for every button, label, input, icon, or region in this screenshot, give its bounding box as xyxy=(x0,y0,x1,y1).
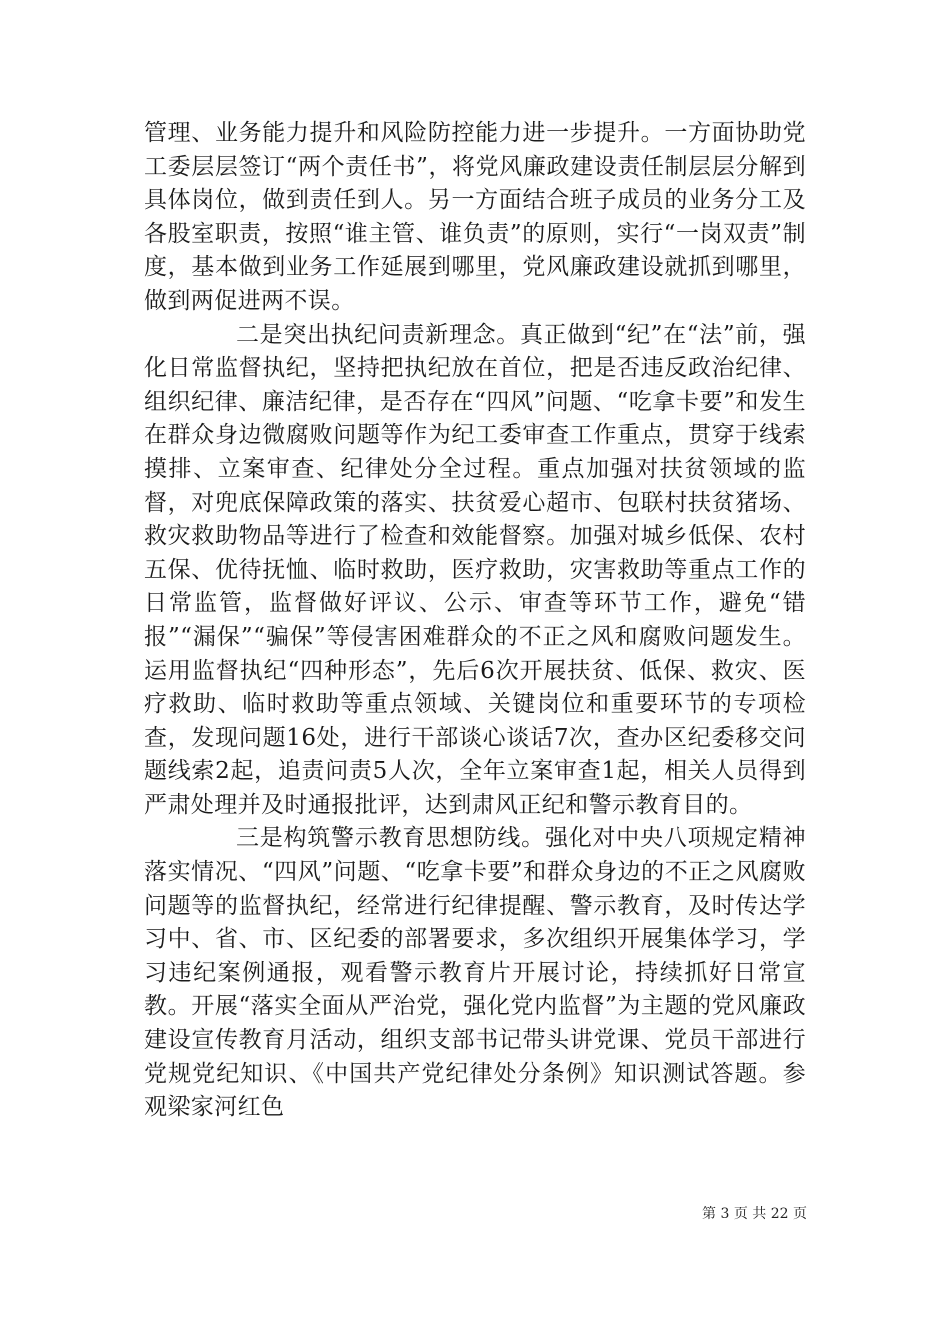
paragraph-continuation: 管理、业务能力提升和风险防控能力进一步提升。一方面协助党工委层层签订“两个责任书”，将党风廉政建设责任制层层分解到具体岗位，做到责任到人。另一方面结合班子成员的业务分工及各股室职责，按照“谁主管、谁负责”的原则，实行“一岗双责”制度，基本做到业务工作延展到哪里，党风廉政建设就抓到哪里，做到两促进两不误。 xyxy=(144,120,806,314)
page-number-footer: 第 3 页 共 22 页 xyxy=(702,1206,807,1222)
document-body xyxy=(144,117,806,1229)
paragraph-discipline-accountability: 二是突出执纪问责新理念。真正做到“纪”在“法”前，强化日常监督执纪，坚持把执纪放在首位，把是否违反政治纪律、组织纪律、廉洁纪律，是否存在“四风”问题、“吃拿卡要”和发生在群众身边微腐败问题等作为纪工委审查工作重点，贯穿于线索摸排、立案审查、纪律处分全过程。重点加强对扶贫领域的监督，对兜底保障政策的落实、扶贫爱心超市、包联村扶贫猪场、救灾救助物品等进行了检查和效能督察。加强对城乡低保、农村五保、优待抚恤、临时救助，医疗救助，灾害救助等重点工作的日常监管，监督做好评议、公示、审查等环节工作，避免“错报”“漏保”“骗保”等侵害困难群众的不正之风和腐败问题发生。运用监督执纪“四种形态”，先后6次开展扶贫、低保、救灾、医疗救助、临时救助等重点领域、关键岗位和重要环节的专项检查，发现问题16处，进行干部谈心谈话7次，查办区纪委移交问题线索2起，追责问责5人次，全年立案审查1起，相关人员得到严肃处理并及时通报批评，达到肃风正纪和警示教育目的。 xyxy=(144,321,806,818)
paragraph-warning-education: 三是构筑警示教育思想防线。强化对中央八项规定精神落实情况、“四风”问题、“吃拿卡要”和群众身边的不正之风腐败问题等的监督执纪，经常进行纪律提醒、警示教育，及时传达学习中、省、市、区纪委的部署要求，多次组织开展集体学习，学习违纪案例通报，观看警示教育片开展讨论，持续抓好日常宣教。开展“落实全面从严治党，强化党内监督”为主题的党风廉政建设宣传教育月活动，组织支部书记带头讲党课、党员干部进行党规党纪知识、《中国共产党纪律处分条例》知识测试答题。参观梁家河红色 xyxy=(144,825,806,1121)
